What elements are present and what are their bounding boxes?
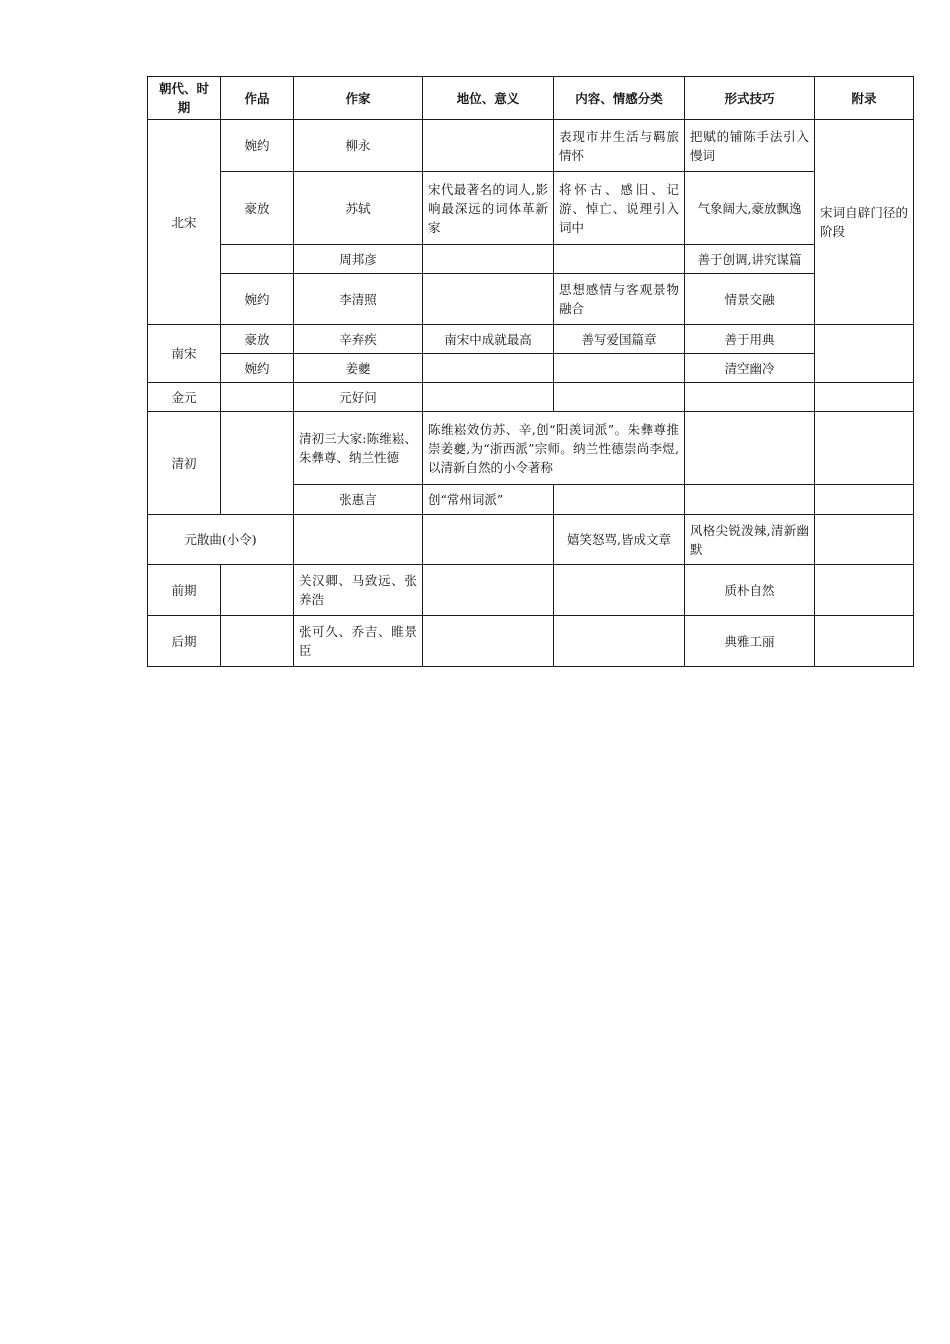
form-cell: 气象阔大,豪放飘逸 bbox=[685, 172, 815, 245]
appendix-cell bbox=[815, 616, 914, 667]
content-cell: 将怀古、感旧、记游、悼亡、说理引入词中 bbox=[554, 172, 685, 245]
status-cell bbox=[423, 354, 554, 383]
table-row bbox=[148, 515, 914, 565]
form-cell: 清空幽冷 bbox=[685, 354, 815, 383]
period-cell: 北宋 bbox=[148, 120, 221, 325]
status-cell bbox=[423, 245, 554, 274]
form-cell: 善于创调,讲究谋篇 bbox=[685, 245, 815, 274]
content-cell bbox=[554, 485, 685, 515]
style-cell bbox=[221, 412, 294, 515]
status-cell: 陈维崧效仿苏、辛,创“阳羡词派”。朱彝尊推崇姜夔,为“浙西派”宗师。纳兰性德崇尚李煜,以清新自然的小令著称 bbox=[423, 412, 685, 485]
table-row bbox=[148, 325, 914, 354]
header-author: 作家 bbox=[294, 77, 423, 120]
period-cell: 前期 bbox=[148, 565, 221, 616]
content-cell bbox=[554, 245, 685, 274]
period-cell: 金元 bbox=[148, 383, 221, 412]
status-cell: 创“常州词派” bbox=[423, 485, 554, 515]
period-cell: 元散曲(小令) bbox=[148, 515, 294, 565]
period-cell: 南宋 bbox=[148, 325, 221, 383]
form-cell: 风格尖锐泼辣,清新幽默 bbox=[685, 515, 815, 565]
header-content: 内容、情感分类 bbox=[554, 77, 685, 120]
header-status: 地位、意义 bbox=[423, 77, 554, 120]
appendix-cell: 宋词自辟门径的阶段 bbox=[815, 120, 914, 325]
status-cell bbox=[423, 565, 554, 616]
header-form: 形式技巧 bbox=[685, 77, 815, 120]
status-cell: 宋代最著名的词人,影响最深远的词体革新家 bbox=[423, 172, 554, 245]
table-row bbox=[148, 354, 914, 383]
content-cell: 嬉笑怒骂,皆成文章 bbox=[554, 515, 685, 565]
content-cell bbox=[554, 565, 685, 616]
period-cell: 清初 bbox=[148, 412, 221, 515]
form-cell: 质朴自然 bbox=[685, 565, 815, 616]
content-cell: 思想感情与客观景物融合 bbox=[554, 274, 685, 325]
style-cell: 婉约 bbox=[221, 354, 294, 383]
appendix-cell bbox=[815, 325, 914, 383]
status-cell bbox=[423, 515, 554, 565]
style-cell: 婉约 bbox=[221, 274, 294, 325]
style-cell bbox=[221, 245, 294, 274]
form-cell bbox=[685, 383, 815, 412]
table-row bbox=[148, 565, 914, 616]
appendix-cell bbox=[815, 412, 914, 485]
table-row bbox=[148, 383, 914, 412]
content-cell bbox=[554, 354, 685, 383]
author-cell: 李清照 bbox=[294, 274, 423, 325]
content-cell: 表现市井生活与羁旅情怀 bbox=[554, 120, 685, 172]
form-cell: 把赋的铺陈手法引入慢词 bbox=[685, 120, 815, 172]
style-cell bbox=[221, 616, 294, 667]
status-cell bbox=[423, 274, 554, 325]
author-cell: 姜夔 bbox=[294, 354, 423, 383]
table-row bbox=[148, 274, 914, 325]
appendix-cell bbox=[815, 485, 914, 515]
author-cell: 辛弃疾 bbox=[294, 325, 423, 354]
table-row bbox=[148, 120, 914, 172]
style-cell: 婉约 bbox=[221, 120, 294, 172]
header-row bbox=[148, 77, 914, 120]
author-cell bbox=[294, 515, 423, 565]
status-cell bbox=[423, 120, 554, 172]
style-cell bbox=[221, 383, 294, 412]
form-cell: 情景交融 bbox=[685, 274, 815, 325]
style-cell: 豪放 bbox=[221, 325, 294, 354]
author-cell: 关汉卿、马致远、张养浩 bbox=[294, 565, 423, 616]
header-work: 作品 bbox=[221, 77, 294, 120]
appendix-cell bbox=[815, 383, 914, 412]
author-cell: 苏轼 bbox=[294, 172, 423, 245]
style-cell: 豪放 bbox=[221, 172, 294, 245]
form-cell: 善于用典 bbox=[685, 325, 815, 354]
form-cell: 典雅工丽 bbox=[685, 616, 815, 667]
header-period: 朝代、时期 bbox=[148, 77, 221, 120]
appendix-cell bbox=[815, 565, 914, 616]
period-cell: 后期 bbox=[148, 616, 221, 667]
status-cell bbox=[423, 616, 554, 667]
status-cell: 南宋中成就最高 bbox=[423, 325, 554, 354]
content-cell bbox=[554, 383, 685, 412]
author-cell: 元好问 bbox=[294, 383, 423, 412]
form-cell bbox=[685, 412, 815, 485]
table-row bbox=[148, 245, 914, 274]
style-cell bbox=[221, 565, 294, 616]
literature-summary-table bbox=[147, 76, 914, 667]
table-row bbox=[148, 412, 914, 485]
table-row bbox=[148, 616, 914, 667]
author-cell: 清初三大家:陈维崧、朱彝尊、纳兰性德 bbox=[294, 412, 423, 485]
content-cell: 善写爱国篇章 bbox=[554, 325, 685, 354]
author-cell: 张惠言 bbox=[294, 485, 423, 515]
appendix-cell bbox=[815, 515, 914, 565]
status-cell bbox=[423, 383, 554, 412]
author-cell: 柳永 bbox=[294, 120, 423, 172]
table-row bbox=[148, 172, 914, 245]
author-cell: 张可久、乔吉、睢景臣 bbox=[294, 616, 423, 667]
author-cell: 周邦彦 bbox=[294, 245, 423, 274]
header-appendix: 附录 bbox=[815, 77, 914, 120]
form-cell bbox=[685, 485, 815, 515]
content-cell bbox=[554, 616, 685, 667]
